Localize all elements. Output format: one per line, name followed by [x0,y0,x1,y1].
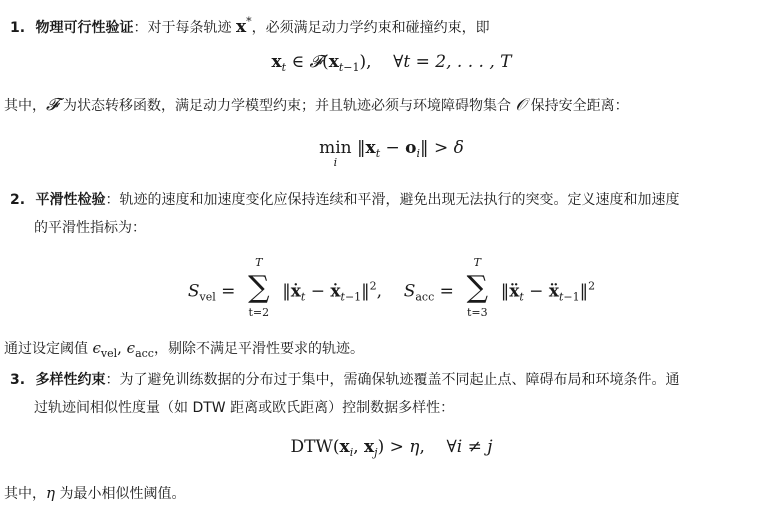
equation-diversity: $DTW(x_i$, $x_j) > \eta$, ∀i ≠ j [290,437,493,459]
item3-number: 3. [10,372,26,388]
item3-note: 其中，η 为最小相似性阈值。 [4,484,186,502]
transition-symbol: 𝓕 [46,95,59,115]
item1-note: 其中，𝓕 为状态转移函数，满足动力学模型约束；并且轨迹必须与环境障碍物集合 𝒪 保持安全距离： [4,95,629,115]
equation-feasibility: $x_t$ ∈ $𝓕(x_{t-1})$, ∀t = 2, . . . , T [271,52,512,74]
sum-vel: T ∑ t=2 [248,256,270,319]
item1-line1 [10,12,490,38]
item1-text-after: ，必须满足动力学约束和碰撞约束，即 [251,20,490,36]
obstacle-set-symbol: 𝒪 [515,95,527,115]
forall-ij: ∀i ≠ j [446,437,493,457]
threshold-symbols: $\epsilon_{vel}$, $\epsilon_{acc}$ [92,339,154,360]
item1-text-before: ：对于每条轨迹 [133,20,236,36]
item2-line1 [10,190,680,210]
sum-acc: T ∑ t=3 [466,256,488,319]
item3-line1 [10,370,680,390]
item3-text-line1: ：为了避免训练数据的分布过于集中，需确保轨迹覆盖不同起止点、障碍布局和环境条件。通 [105,372,680,388]
min-operator: min [319,138,352,158]
item2-title: 平滑性检验 [35,192,106,208]
forall-range: ∀t = 2, . . . , T [393,52,512,72]
equation-smoothness: $S_{vel}$ = T ∑ t=2 ‖ẋ$_t$ − ẋ$_{t-1}$‖$^2$, $S_{acc}$ = T ∑ t=3 ‖ẍ$_t$ − ẍ$_{t-1}$‖$^2$ [187,256,596,319]
item2-line2: 的平滑性指标为： [34,220,146,236]
dtw-operator: DTW [290,437,333,457]
equation-safety: min i $‖x_t$ − $o_i‖ > \delta$ [319,138,464,169]
item2-number: 2. [10,192,26,208]
item1-xstar: x* [235,15,252,37]
item3-title: 多样性约束 [35,372,106,388]
item1-number: 1. [10,20,26,36]
item1-title: 物理可行性验证 [35,20,134,36]
item3-line2: 过轨迹间相似性度量（如 DTW 距离或欧氏距离）控制数据多样性： [34,400,455,416]
eta-symbol: η [46,484,55,502]
item2-text-line1: ：轨迹的速度和加速度变化应保持连续和平滑，避免出现无法执行的突变。定义速度和加速度 [105,192,680,208]
item2-note: 通过设定阈值 $\epsilon_{vel}$, $\epsilon_{acc}$，剔除不满足平滑性要求的轨迹。 [4,339,364,360]
